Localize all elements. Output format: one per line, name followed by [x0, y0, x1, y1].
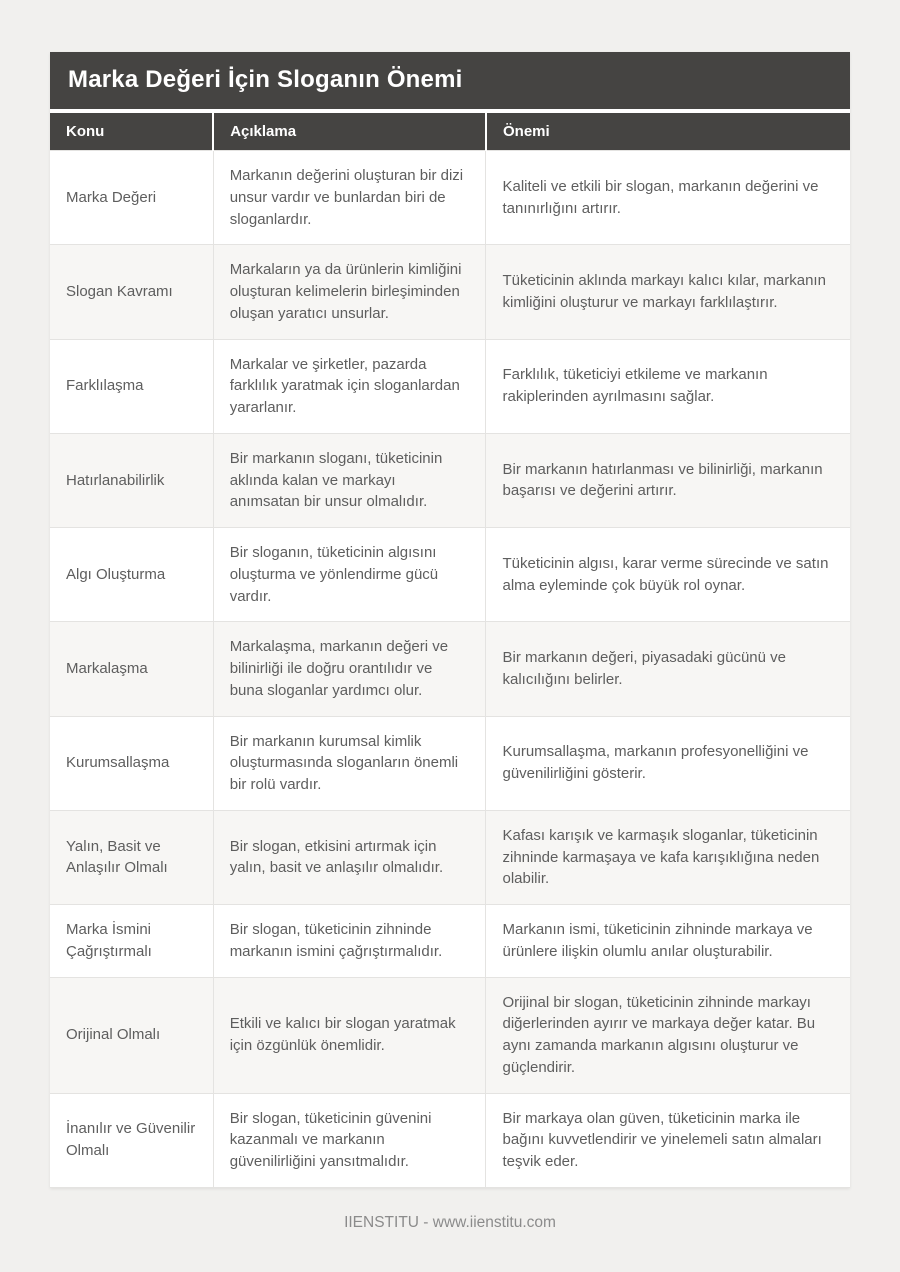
column-header-onemi: Önemi	[486, 113, 850, 151]
cell-aciklama: Bir markanın kurumsal kimlik oluşturmasında sloganların önemli bir rolü vardır.	[213, 716, 486, 810]
cell-onemi: Markanın ismi, tüketicinin zihninde markaya ve ürünlere ilişkin olumlu anılar oluşturabilir.	[486, 905, 850, 978]
cell-konu: Markalaşma	[50, 622, 213, 716]
cell-konu: Orijinal Olmalı	[50, 977, 213, 1093]
slogan-importance-table	[50, 113, 850, 1188]
table-row	[50, 151, 850, 245]
cell-aciklama: Bir markanın sloganı, tüketicinin aklında kalan ve markayı anımsatan bir unsur olmalıdır.	[213, 433, 486, 527]
cell-konu: Yalın, Basit ve Anlaşılır Olmalı	[50, 810, 213, 904]
cell-onemi: Orijinal bir slogan, tüketicinin zihninde markayı diğerlerinden ayırır ve markaya değer katar. Bu aynı zamanda markanın algısını oluşturur ve güçlendirir.	[486, 977, 850, 1093]
content-card	[50, 52, 850, 1188]
cell-aciklama: Markaların ya da ürünlerin kimliğini oluşturan kelimelerin birleşiminden oluşan yaratıcı unsurlar.	[213, 245, 486, 339]
cell-onemi: Bir markanın değeri, piyasadaki gücünü ve kalıcılığını belirler.	[486, 622, 850, 716]
cell-aciklama: Markalaşma, markanın değeri ve bilinirliği ile doğru orantılıdır ve buna sloganlar yardımcı olur.	[213, 622, 486, 716]
table-row	[50, 339, 850, 433]
cell-onemi: Tüketicinin algısı, karar verme sürecinde ve satın alma eyleminde çok büyük rol oynar.	[486, 528, 850, 622]
cell-aciklama: Bir slogan, tüketicinin güvenini kazanmalı ve markanın güvenilirliğini yansıtmalıdır.	[213, 1093, 486, 1187]
cell-onemi: Farklılık, tüketiciyi etkileme ve markanın rakiplerinden ayrılmasını sağlar.	[486, 339, 850, 433]
table-row	[50, 1093, 850, 1187]
cell-onemi: Bir markanın hatırlanması ve bilinirliği, markanın başarısı ve değerini artırır.	[486, 433, 850, 527]
table-row	[50, 433, 850, 527]
column-header-aciklama: Açıklama	[213, 113, 486, 151]
cell-konu: Marka Değeri	[50, 151, 213, 245]
page-title: Marka Değeri İçin Sloganın Önemi	[50, 52, 850, 113]
table-body	[50, 151, 850, 1188]
cell-aciklama: Etkili ve kalıcı bir slogan yaratmak için özgünlük önemlidir.	[213, 977, 486, 1093]
footer-attribution: IIENSTITU - www.iienstitu.com	[344, 1213, 556, 1231]
table-row	[50, 716, 850, 810]
cell-aciklama: Markalar ve şirketler, pazarda farklılık yaratmak için sloganlardan yararlanır.	[213, 339, 486, 433]
table-row	[50, 810, 850, 904]
table-row	[50, 905, 850, 978]
cell-konu: Marka İsmini Çağrıştırmalı	[50, 905, 213, 978]
table-row	[50, 622, 850, 716]
cell-onemi: Kurumsallaşma, markanın profesyonelliğini ve güvenilirliğini gösterir.	[486, 716, 850, 810]
table-row	[50, 528, 850, 622]
table-row	[50, 245, 850, 339]
cell-aciklama: Bir sloganın, tüketicinin algısını oluşturma ve yönlendirme gücü vardır.	[213, 528, 486, 622]
cell-aciklama: Markanın değerini oluşturan bir dizi unsur vardır ve bunlardan biri de sloganlardır.	[213, 151, 486, 245]
cell-konu: Algı Oluşturma	[50, 528, 213, 622]
cell-onemi: Kaliteli ve etkili bir slogan, markanın değerini ve tanınırlığını artırır.	[486, 151, 850, 245]
cell-aciklama: Bir slogan, tüketicinin zihninde markanın ismini çağrıştırmalıdır.	[213, 905, 486, 978]
table-header	[50, 113, 850, 151]
table-row	[50, 977, 850, 1093]
cell-aciklama: Bir slogan, etkisini artırmak için yalın, basit ve anlaşılır olmalıdır.	[213, 810, 486, 904]
cell-konu: Slogan Kavramı	[50, 245, 213, 339]
cell-onemi: Kafası karışık ve karmaşık sloganlar, tüketicinin zihninde karmaşaya ve kafa karışıklığına neden olabilir.	[486, 810, 850, 904]
cell-konu: Kurumsallaşma	[50, 716, 213, 810]
cell-konu: İnanılır ve Güvenilir Olmalı	[50, 1093, 213, 1187]
column-header-konu: Konu	[50, 113, 213, 151]
cell-konu: Farklılaşma	[50, 339, 213, 433]
cell-konu: Hatırlanabilirlik	[50, 433, 213, 527]
cell-onemi: Tüketicinin aklında markayı kalıcı kılar, markanın kimliğini oluşturur ve markayı farklılaştırır.	[486, 245, 850, 339]
cell-onemi: Bir markaya olan güven, tüketicinin marka ile bağını kuvvetlendirir ve yinelemeli satın almaları teşvik eder.	[486, 1093, 850, 1187]
